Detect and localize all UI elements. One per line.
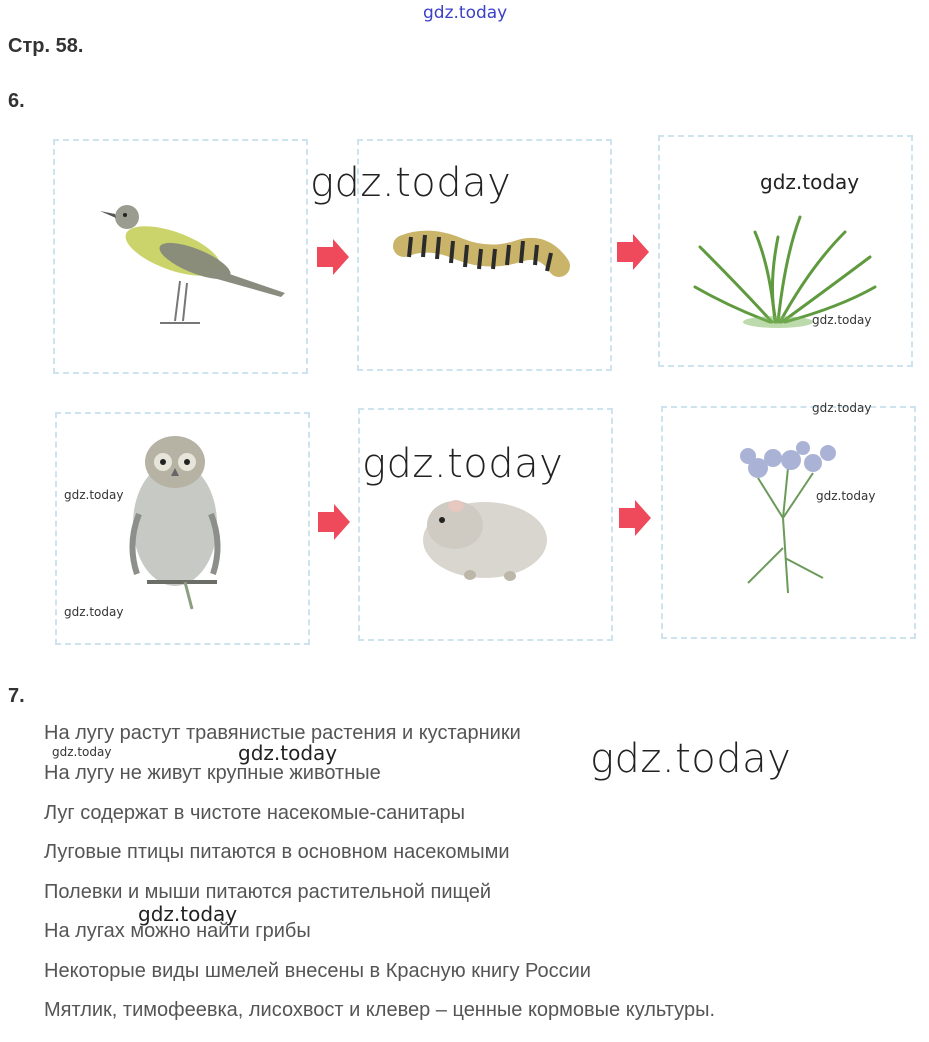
arrow-icon	[615, 232, 651, 272]
watermark: gdz.today	[760, 170, 860, 194]
watermark: gdz.today	[310, 160, 512, 206]
task7-number: 7.	[8, 685, 25, 707]
watermark: gdz.today	[138, 902, 238, 926]
watermark-top: gdz.today	[423, 3, 508, 23]
statement: На лугу растут травянистые растения и кустарники	[44, 722, 521, 744]
watermark: gdz.today	[362, 441, 564, 487]
yarrow-icon	[663, 408, 918, 641]
statement: Полевки и мыши питаются растительной пищей	[44, 881, 492, 903]
statement: Луг содержат в чистоте насекомые-санитары	[44, 802, 466, 824]
watermark: gdz.today	[64, 488, 124, 502]
watermark: gdz.today	[812, 401, 872, 415]
watermark: gdz.today	[812, 313, 872, 327]
arrow-icon	[617, 498, 653, 538]
task6-number: 6.	[8, 90, 25, 112]
card-bird	[53, 139, 308, 374]
watermark: gdz.today	[52, 745, 112, 759]
arrow-icon	[316, 502, 352, 542]
watermark: gdz.today	[590, 736, 792, 782]
card-yarrow	[661, 406, 916, 639]
statement: Луговые птицы питаются в основном насекомыми	[44, 841, 510, 863]
page-label: Стр. 58.	[8, 35, 84, 57]
statement: Некоторые виды шмелей внесены в Красную книгу России	[44, 960, 591, 982]
statement: На лугах можно найти грибы	[44, 920, 311, 942]
bird-icon	[55, 141, 310, 376]
statement: На лугу не живут крупные животные	[44, 762, 381, 784]
arrow-icon	[315, 237, 351, 277]
watermark: gdz.today	[238, 741, 338, 765]
statement: Мятлик, тимофеевка, лисохвост и клевер – ценные кормовые культуры.	[44, 999, 716, 1021]
watermark: gdz.today	[64, 605, 124, 619]
watermark: gdz.today	[816, 489, 876, 503]
